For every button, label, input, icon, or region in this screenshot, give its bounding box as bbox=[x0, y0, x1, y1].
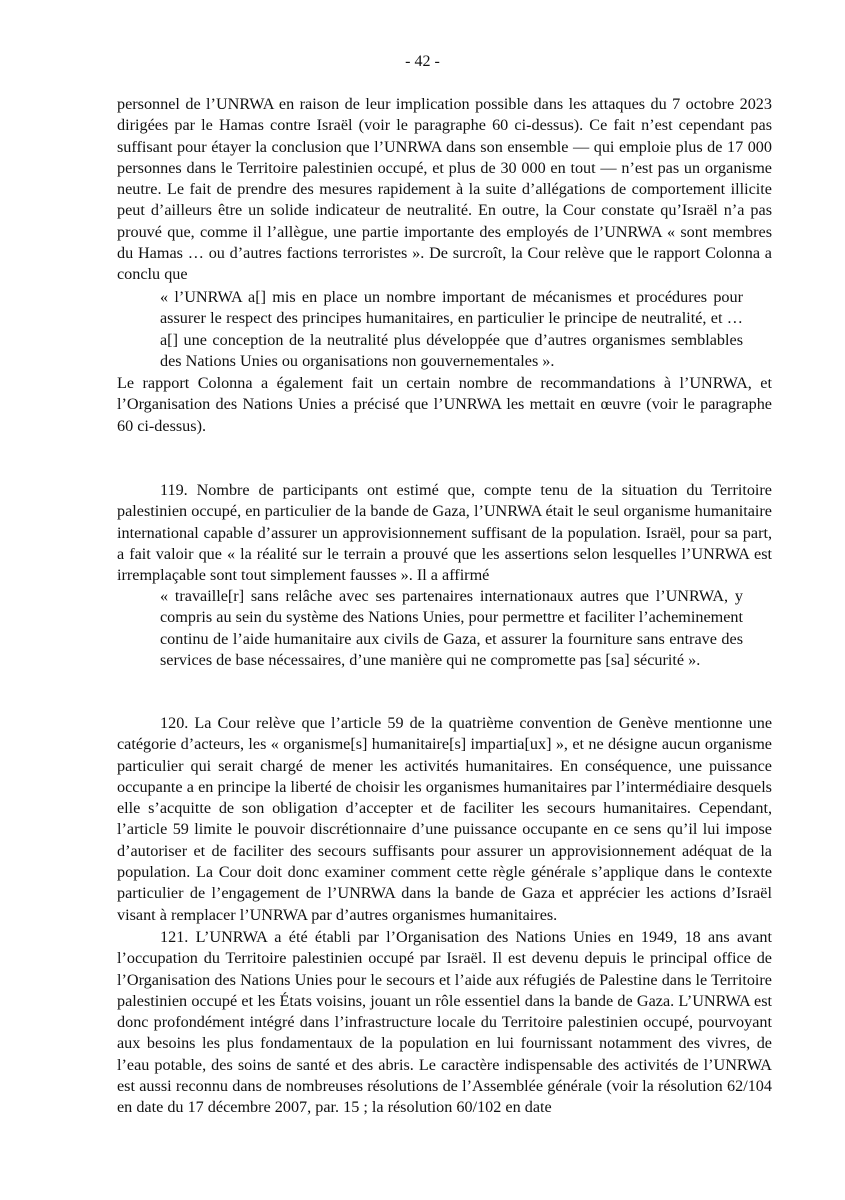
page-number: - 42 - bbox=[405, 53, 440, 70]
paragraph-120: 120. La Cour relève que l’article 59 de la quatrième convention de Genève mentionne une catégorie d’acteurs, les « organisme[s] humanitaire[s] impartia[ux] », et ne désigne aucun organisme particulier qui serait chargé de mener les activités humanitaires. En conséquence, une puissance occupante a en principe la liberté de choisir les organismes humanitaires par l’intermédiaire desquels elle s’acquitte de son obligation d’accepter et de faciliter les secours humanitaires. Cependant, l’article 59 limite le pouvoir discrétionnaire d’une puissance occupante en ce sens qu’il lui impose d’autoriser et de faciliter des secours suffisants pour assurer un approvisionnement adéquat de la population. La Cour doit donc examiner comment cette règle générale s’applique dans le contexte particulier de l’engagement de l’UNRWA dans la bande de Gaza et apprécier les actions d’Israël visant à remplacer l’UNRWA par d’autres organismes humanitaires. bbox=[117, 714, 772, 924]
paragraph-119: 119. Nombre de participants ont estimé que, compte tenu de la situation du Territoire palestinien occupé, en particulier de la bande de Gaza, l’UNRWA était le seul organisme humanitaire international capable d’assurer un approvisionnement suffisant de la population. Israël, pour sa part, a fait valoir que « la réalité sur le terrain a prouvé que les assertions selon lesquelles l’UNRWA est irremplaçable sont tout simplement fausses ». Il a affirmé bbox=[117, 481, 772, 585]
paragraph-colonna-recommendations: Le rapport Colonna a également fait un certain nombre de recommandations à l’UNRWA, et l’Organisation des Nations Unies a précisé que l’UNRWA les mettait en œuvre (voir le paragraphe 60 ci-dessus). bbox=[117, 374, 772, 435]
paragraph-continuation: personnel de l’UNRWA en raison de leur implication possible dans les attaques du 7 octobre 2023 dirigées par le Hamas contre Israël (voir le paragraphe 60 ci-dessus). Ce fait n’est cependant pas suffisant pour étayer la conclusion que l’UNRWA dans son ensemble — qui emploie plus de 17 000 personnes dans le Territoire palestinien occupé, et plus de 30 000 en tout — n’est pas un organisme neutre. Le fait de prendre des mesures rapidement à la suite d’allégations de comportement illicite peut d’ailleurs être un solide indicateur de neutralité. En outre, la Cour constate qu’Israël n’a pas prouvé que, comme il l’allègue, une partie importante des employés de l’UNRWA « sont membres du Hamas … ou d’autres factions terroristes ». De surcroît, la Cour relève que le rapport Colonna a conclu que bbox=[117, 95, 772, 284]
block-quote-israel: « travaille[r] sans relâche avec ses partenaires internationaux autres que l’UNRWA, y compris au sein du système des Nations Unies, pour permettre et faciliter l’acheminement continu de l’aide humanitaire aux civils de Gaza, et assurer la fourniture sans entrave des services de base nécessaires, d’une manière qui ne compromette pas [sa] sécurité ». bbox=[160, 587, 743, 669]
paragraph-121: 121. L’UNRWA a été établi par l’Organisation des Nations Unies en 1949, 18 ans avant l’occupation du Territoire palestinien occupé par Israël. Il est devenu depuis le principal office de l’Organisation des Nations Unies pour le secours et l’aide aux réfugiés de Palestine dans le Territoire palestinien occupé et les États voisins, jouant un rôle essentiel dans la bande de Gaza. L’UNRWA est donc profondément intégré dans l’infrastructure locale du Territoire palestinien occupé, pourvoyant aux besoins les plus fondamentaux de la population en lui fournissant notamment des vivres, de l’eau potable, des soins de santé et des abris. Le caractère indispensable des activités de l’UNRWA est aussi reconnu dans de nombreuses résolutions de l’Assemblée générale (voir la résolution 62/104 en date du 17 décembre 2007, par. 15 ; la résolution 60/102 en date bbox=[117, 928, 772, 1117]
block-quote-colonna-report: « l’UNRWA a[] mis en place un nombre important de mécanismes et procédures pour assurer le respect des principes humanitaires, en particulier le principe de neutralité, et … a[] une conception de la neutralité plus développée que d’autres organismes semblables des Nations Unies ou organisations non gouvernementales ». bbox=[160, 288, 743, 370]
